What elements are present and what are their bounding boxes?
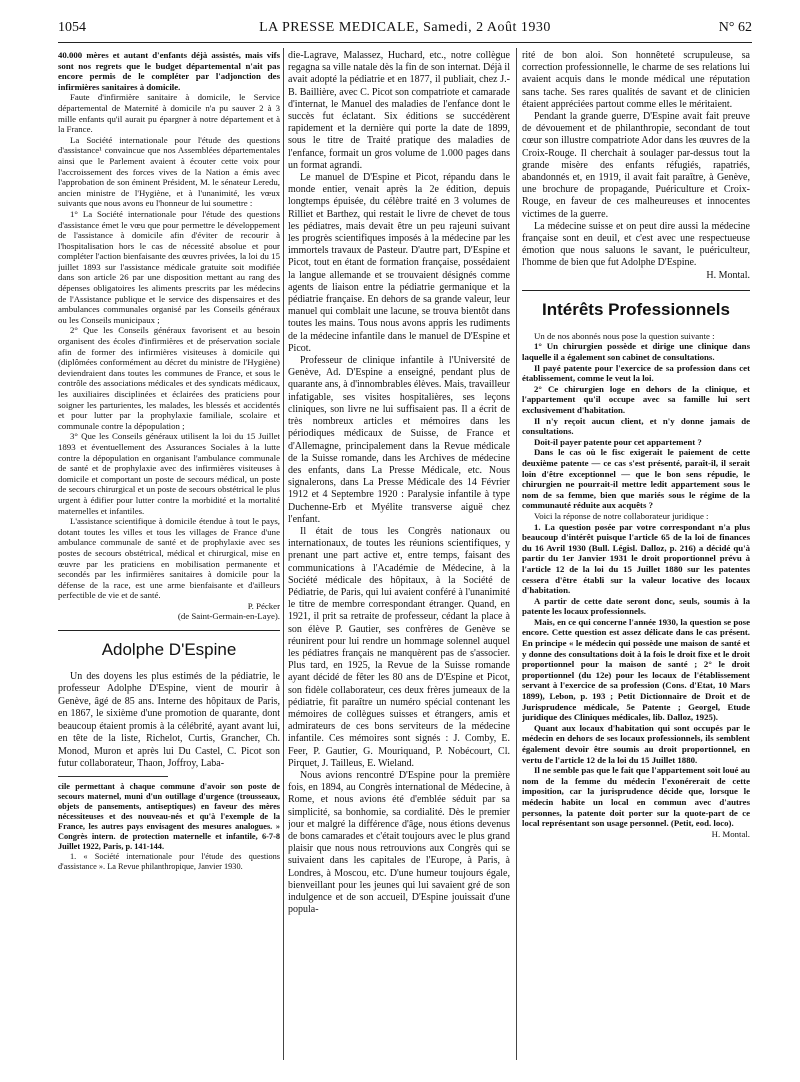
answer-item: Quant aux locaux d'habitation qui sont occupés par le médecin en dehors de ses locaux professionnels, ils semblent également devoir être soumis au droit proportionnel, en vertu de l'article 12 de la loi du 15 Juillet 1880. [522, 722, 750, 765]
question-item: Dans le cas où le fisc exigerait le paiement de cette deuxième patente — ce cas s'est présenté, paraît-il, il serait loin d'être exceptionnel — que le bon sens répudie, le chirurgien ne pourrait-il mettre ledit appartement sous le nom de sa femme, bien que mariés sous le régime de la communauté réduite aux acquêts ? [522, 447, 750, 511]
answer-item: Il ne semble pas que le fait que l'appartement soit loué au nom de la femme du médecin l'exonérerait de cette imposition, car la jurisprudence décide que, lorsque le médecin habite un local en commun avec d'autres personnes, la patente doit porter sur la quote-part de ce local représentant son usage personnel. (Petit, eod. loco). [522, 765, 750, 829]
column-2 [288, 50, 510, 1055]
paragraph: Il était de tous les Congrès nationaux ou internationaux, de toutes les réunions scientifiques, y prenant une part active et, entre temps, faisant des communications à l'Académie de Médecine, à la Société médicale des hôpitaux, à la Société de Pédiatrie, de Paris, qui lui avaient conféré à l'unanimité le titre de membre correspondant étranger. Quand, en 1921, il prit sa retraite de professeur, cédant la place à son élève P. Gautier, ses confrères de Genève se réunirent pour lui rendre un hommage solennel auquel les pédiatres français ne manquèrent pas de s'associer. Plus tard, en 1925, la Revue de la Suisse romande ayant décidé de fêter les 80 ans de D'Espine et Picot, son fidèle collaborateur, ces deux frères jumeaux de la pédiatrie, fit paraître un numéro spécial contenant les mémoires de collègues suisses et étrangers, amis et admirateurs de ces bons serviteurs de la médecine infantile. Ces mémoires sont signés : J. Comby, E. Feer, P. Gautier, G. Mouriquand, P. Nobécourt, Cl. Pirquet, J. Tailleus, E. Wieland. [288, 525, 510, 769]
paragraph: Voici la réponse de notre collaborateur juridique : [534, 510, 709, 521]
section-title: Intérêts Professionnels [541, 299, 730, 319]
signature: H. Montal. [706, 269, 750, 281]
question-item: Il n'y reçoit aucun client, et n'y donne jamais de consultations. [522, 415, 750, 437]
footnote-rule [58, 776, 168, 777]
column-divider [283, 48, 284, 1060]
paragraph: Le manuel de D'Espine et Picot, répandu dans le monde entier, venait après la 2e édition, depuis longtemps épuisée, du célèbre traité en 3 volumes de Rilliet et Barthez, qui restait le livre de chevet de tous les pédiatres, mais devait être un peu rajeuni suivant les progrès scientifiques imposés à la médecine par les immortels travaux de Pasteur. D'autre part, D'Espine et Picot, tout en étant de formation française, possédaient la langue allemande et se trouvaient désignés comme agents de liaison entre la pédiatrie germanique et la pédiatrie française. En dehors de sa grande valeur, leur manuel qui comblait une lacune, se trouva bientôt dans toutes les mains. Tous nous avons appris les rudiments de la médecine infantile dans le manuel de D'Espine et Picot. [288, 172, 510, 354]
paragraph: Nous avions rencontré D'Espine pour la première fois, en 1894, au Congrès international de Médecine, à Rome, et nous avions été d'emblée séduit par sa simplicité, sa bonhomie, sa cordialité. Dès le premier jour et malgré la différence d'âge, nous étions devenus de bons camarades et c'était toujours avec le plus grand plaisir que nous nous retrouvions aux Congrès qui se suivaient dans les capitales de l'Europe, à Paris, à Londres, à Moscou, etc. D'une humeur toujours égale, bienveillant pour les jeunes qui lui savaient gré de son indulgence et de son accueil, D'Espine jouissait d'une popula- [288, 769, 510, 916]
signature: H. Montal. [711, 828, 750, 839]
signature-location: (de Saint-Germain-en-Laye). [177, 611, 280, 622]
page-number: 1054 [58, 20, 86, 35]
paragraph: rité de bon aloi. Son honnêteté scrupuleuse, sa correction professionnelle, le charme de ses relations lui avaient acquis dans le monde médical une réputation sans tache. Ses rares qualités de savant et de clinicien étaient appréciées partout comme elles le méritaient. [522, 50, 750, 110]
paragraph: 1° La Société internationale pour l'étude des questions d'assistance émet le vœu que pour permettre le développement de l'assistance à domicile afin d'éviter de recourir à l'hospitalisation hors le cas de nécessité absolue et pour compléter l'action bienfaisante des œuvres privées, la loi du 15 juillet 1893 sur l'assistance médicale gratuite soit modifiée dans son article 26 par une disposition mettant au rang des dépenses obligatoires les aliments prescrits par les médecins de l'Assistance publique et le service des dispensaires et des ambulances communales organisé par les Conseils généraux ou les Conseils municipaux ; [58, 208, 280, 325]
header-rule [58, 42, 752, 43]
section-rule [58, 630, 280, 631]
paragraph: L'assistance scientifique à domicile étendue à tout le pays, dotant toutes les villes et tous les villages de France d'une ambulance communale de santé et de prophylaxie avec ses postes de secours obstétrical, médical et chirurgical, mise en œuvre par les praticiens en mobilisation permanente et secondés par les infirmières sanitaires à domicile pour la défense de la race, est une arme bienfaisante et d'ailleurs perfectible de vie et de santé. [58, 516, 280, 601]
question-item: 2° Ce chirurgien loge en dehors de la clinique, et l'appartement qu'il occupe avec sa famille lui sert exclusivement d'habitation. [522, 383, 750, 416]
paragraph: 2° Que les Conseils généraux favorisent et au besoin organisent des écoles d'infirmières et de préservation sociale afin de former des infirmières visiteuses à domicile qui (diplômées conformément au décret du ministre de l'Hygiène) deviendraient dans toutes les communes de France, et sous le contrôle des associations médicales et des syndicats médicaux, les auxiliaires disciplinées et éclairées des praticiens pour soigner les parturientes, les malades, les blessés et accidentés et pour lutter par la prophylaxie familiale, scolaire et communale contre la dépopulation ; [58, 325, 280, 431]
paragraph: La médecine suisse et on peut dire aussi la médecine française sont en deuil, et c'est avec une respectueuse émotion que nous saluons le savant, le puériculteur, l'homme de bien que fut Adolphe D'Espine. [522, 220, 750, 269]
section-rule [522, 290, 750, 291]
signature: P. Pécker [247, 600, 280, 611]
column-divider [516, 48, 517, 1060]
paragraph: 3° Que les Conseils généraux utilisent la loi du 15 Juillet 1893 et éventuellement des Assurances Sociales à la lutte contre la dépopulation en organisant l'ambulance communale de santé et de prophylaxie avec des infirmières visiteuses à domicile et comportant un poste de secours médical, un poste de secours chirurgical et un poste de secours obstétrical le plus urgent à édifier pour lutter contre la morbidité et la mortalité maternelles et infantiles. [58, 431, 280, 516]
paragraph: Un des doyens les plus estimés de la pédiatrie, le professeur Adolphe D'Espine, vient de mourir à Genève, âgé de 85 ans. Interne des hôpitaux de Paris, en 1867, le sixième d'une promotion de quarante, dont beaucoup étaient promis à la célébrité, ayant avant lui, en tête de la liste, Richelot, Curtis, Grancher, Ch. Monod, Muron et après lui Du Castel, C. Picot son futur collaborateur, Thaon, Joffroy, Laba- [58, 671, 280, 769]
question-item: 1° Un chirurgien possède et dirige une clinique dans laquelle il a également son cabinet de consultations. [522, 341, 750, 363]
answer-item: Mais, en ce qui concerne l'année 1930, la question se pose encore. Cette question est assez délicate dans le cas présent. En principe « le médecin qui possède une maison de santé et y donne des consultations doit à la fois le droit fixe et le droit proportionnel pour la maison de santé ; 2° le droit proportionnel (du 12e) pour les locaux de l'établissement servant à l'exercice de sa profession (Cons. d'Etat, 10 Mars 1899), Lebon, p. 193 ; Petit Dictionnaire de Droit et de Jurisprudence médicale, 5e Patente ; Georgel, Etude juridique des Cliniques médicales, lib. Dalloz, 1925). [522, 616, 750, 723]
column-1 [58, 50, 280, 1055]
paragraph: Professeur de clinique infantile à l'Université de Genève, Ad. D'Espine a enseigné, pendant plus de quarante ans, à d'innombrables élèves. Mais, travailleur infatigable, ses visites hospitalières, ses leçons cliniques, son livre ne lui suffisaient pas. Il a écrit de très nombreux articles et mémoires dans les périodiques médicaux de Suisse, de France et d'Allemagne, principalement dans la Revue médicale de la Suisse romande, dans les Archives de médecine des enfants, dans La Presse Médicale, etc. Nous signalerons, dans La Presse Médicale des 14 Février 1912 et 4 Septembre 1920 : Paralysie infantile à type Duchenne-Erb et Myélite transverse aiguë chez l'enfant. [288, 355, 510, 525]
column-3 [522, 50, 750, 1055]
paragraph: Faute d'infirmière sanitaire à domicile, le Service départemental de Maternité à domicile n'a pu sauver 2 à 3 mille enfants qu'il aurait pu épargner à notre département et à la France. [58, 92, 280, 135]
newspaper-title: LA PRESSE MEDICALE, Samedi, 2 Août 1930 [259, 20, 551, 35]
question-item: Il payé patente pour l'exercice de sa profession dans cet établissement, comme le veut la loi. [522, 362, 750, 384]
paragraph: 40.000 mères et autant d'enfants déjà assistés, mais vifs sont nos regrets que le budget départemental n'ait pas encore permis de le compléter par l'adjonction des infirmières sanitaires à domicile. [58, 50, 280, 92]
question-item: Doit-il payer patente pour cet appartement ? [534, 436, 702, 447]
paragraph: La Société internationale pour l'étude des questions d'assistance¹ convaincue que nos Assemblées départementales ainsi que le Parlement avaient à écouter cette voix pour l'accroissement des forces vives de la Nation a émis avec l'approbation de son éminent Président, M. le sénateur Leredu, ancien ministre de l'Hygiène, et à l'unanimité, les vœux suivants que nous avons eu l'honneur de lui soumettre : [58, 134, 280, 209]
footnote: cile permettant à chaque commune d'avoir son poste de secours maternel, muni d'un outillage d'urgence (trousseaux, objets de pansements, antiseptiques) en faveur des mères nécessiteuses et des nouveau-nés et qu'à l'exemple de la France, les autres pays envisagent des mesures analogues. » Congrès intern. de protection maternelle et infantile, 6-7-8 Juillet 1922, Paris, p. 141-144. [58, 782, 280, 852]
footnote: 1. « Société internationale pour l'étude des questions d'assistance ». La Revue philanthropique, Janvier 1930. [58, 852, 280, 872]
paragraph: Pendant la grande guerre, D'Espine avait fait preuve de dévouement et de philanthropie, secondant de tout cœur son illustre compatriote Ador dans les œuvres de la Croix-Rouge. Il cherchait à soulager par-dessus tout la grande misère des enfants réfugiés, rapatriés, abandonnés et, en 1919, il avait fait paraître, à Genève, une brochure de propagande, Puériculture et Croix-Rouge, en faveur de ces malheureuses et innocentes victimes de la guerre. [522, 111, 750, 220]
paragraph: Un de nos abonnés nous pose la question suivante : [534, 330, 715, 341]
answer-item: 1. La question posée par votre correspondant n'a plus beaucoup d'intérêt puisque l'article 65 de la loi de finances du 16 Avril 1930 (Bull. Législ. Dalloz, p. 216) a décidé qu'à partir du 1er Janvier 1931 le droit proportionnel prévu à l'article 12 de la loi du 15 Juillet 1880 sur les patentes cessera d'être établi sur la valeur locative des locaux d'habitation. [522, 521, 750, 596]
page-header [58, 18, 752, 40]
answer-item: A partir de cette date seront donc, seuls, soumis à la patente les locaux professionnels. [522, 595, 750, 617]
issue-number: N° 62 [718, 20, 752, 35]
section-title: Adolphe D'Espine [101, 640, 237, 660]
paragraph: die-Lagrave, Malassez, Huchard, etc., notre collègue regagna sa ville natale dès la fin de son internat. Déjà il avait adopté la pédiatrie et en 1877, il publiait, chez J.-B. Baillière, avec C. Picot son compatriote et camarade d'internat, le Manuel des maladies de l'enfance dont le succès fut éclatant. Six éditions se succédèrent rapidement et la dernière qui porte la date de 1899, sous le titre de Traité pratique des maladies de l'enfance, formait un gros volume de 1.000 pages dans un format agrandi. [288, 50, 510, 171]
